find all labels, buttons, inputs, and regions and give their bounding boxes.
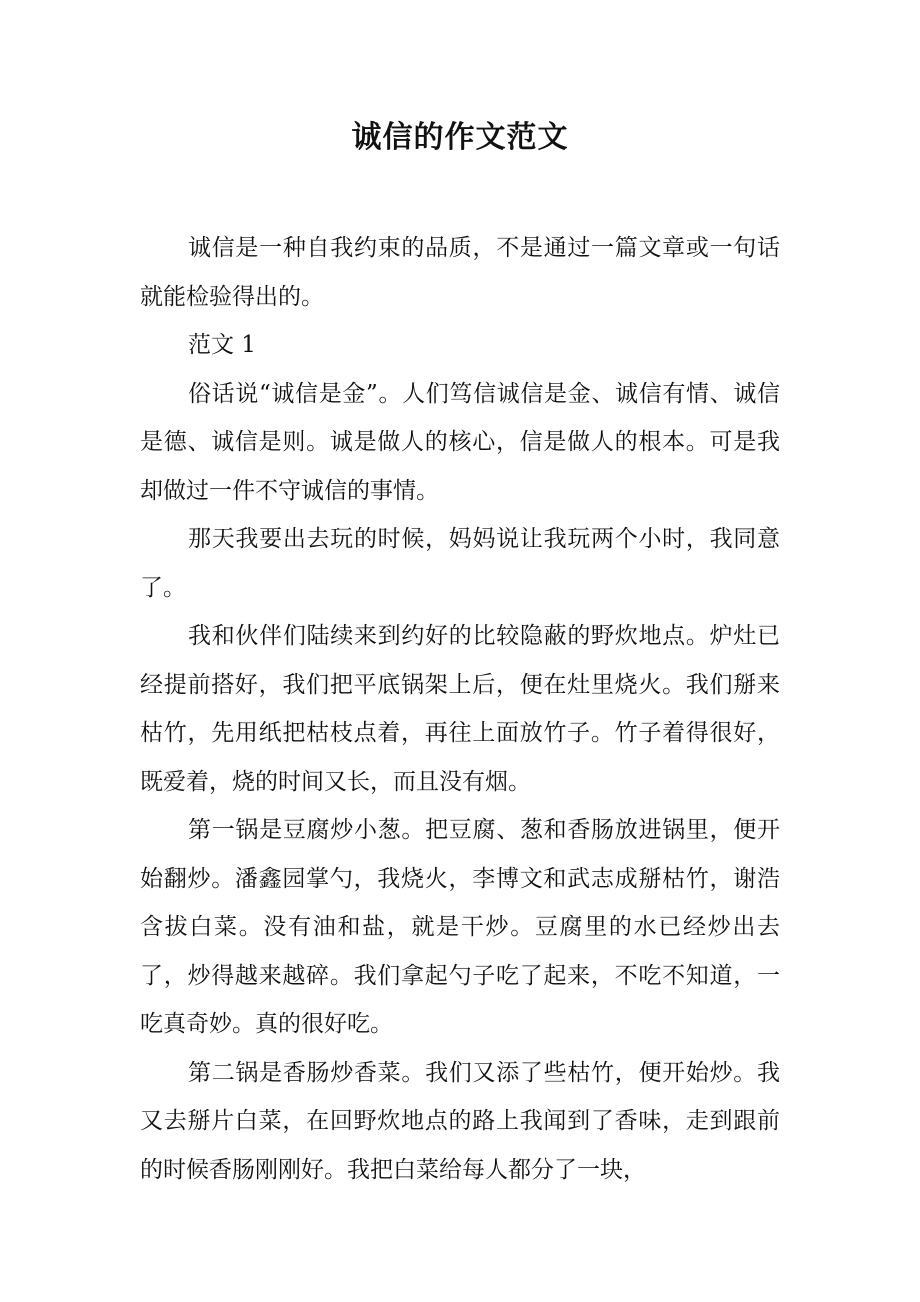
intro-paragraph: 诚信是一种自我约束的品质，不是通过一篇文章或一句话就能检验得出的。 xyxy=(140,235,780,310)
body-paragraph: 第一锅是豆腐炒小葱。把豆腐、葱和香肠放进锅里，便开始翻炒。潘鑫园掌勺，我烧火，李博文和武志成掰枯竹，谢浩含拔白菜。没有油和盐，就是干炒。豆腐里的水已经炒出去了，炒得越来越碎。我们拿起勺子吃了起来，不吃不知道，一吃真奇妙。真的很好吃。 xyxy=(140,817,780,1037)
body-paragraph: 俗话说“诚信是金”。人们笃信诚信是金、诚信有情、诚信是德、诚信是则。诚是做人的核心，信是做人的根本。可是我却做过一件不守诚信的事情。 xyxy=(140,380,780,504)
body-paragraph: 我和伙伴们陆续来到约好的比较隐蔽的野炊地点。炉灶已经提前搭好，我们把平底锅架上后，便在灶里烧火。我们掰来枯竹，先用纸把枯枝点着，再往上面放竹子。竹子着得很好，既爱着，烧的时间又长，而且没有烟。 xyxy=(140,623,780,795)
body-paragraph: 那天我要出去玩的时候，妈妈说让我玩两个小时，我同意了。 xyxy=(140,526,780,601)
document-body xyxy=(140,224,780,1194)
sample-heading: 范文 1 xyxy=(188,332,256,358)
document-title: 诚信的作文范文 xyxy=(351,120,569,155)
body-paragraph: 第二锅是香肠炒香菜。我们又添了些枯竹，便开始炒。我又去掰片白菜，在回野炊地点的路上我闻到了香味，走到跟前的时候香肠刚刚好。我把白菜给每人都分了一块， xyxy=(140,1059,780,1183)
